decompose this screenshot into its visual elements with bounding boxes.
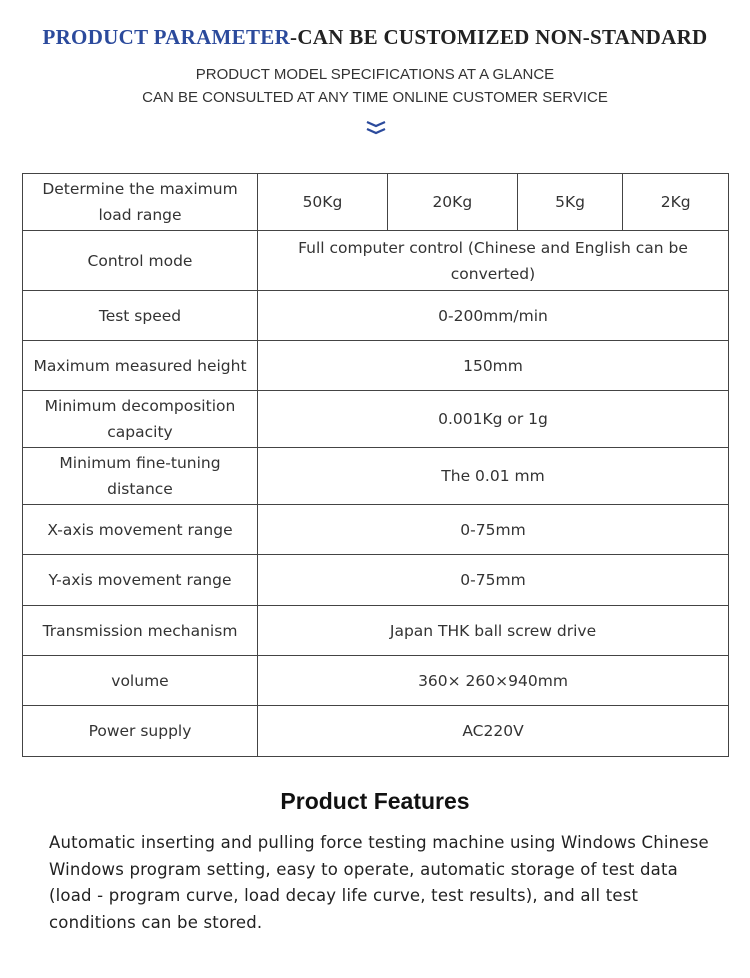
row-label: volume bbox=[23, 656, 258, 706]
row-label: Test speed bbox=[23, 291, 258, 341]
row-value: Japan THK ball screw drive bbox=[258, 606, 729, 656]
table-row bbox=[23, 448, 729, 505]
subtitle-line-2: CAN BE CONSULTED AT ANY TIME ONLINE CUSTOMER SERVICE bbox=[142, 89, 608, 106]
load-5kg: 5Kg bbox=[517, 174, 623, 231]
table-row bbox=[23, 291, 729, 341]
row-value: 0-75mm bbox=[258, 505, 729, 555]
row-value: 0.001Kg or 1g bbox=[258, 391, 729, 448]
table-row bbox=[23, 505, 729, 555]
table-row bbox=[23, 606, 729, 656]
row-label: Minimum decomposition capacity bbox=[23, 391, 258, 448]
row-label: X-axis movement range bbox=[23, 505, 258, 555]
features-heading: Product Features bbox=[280, 788, 470, 814]
row-value: 0-200mm/min bbox=[258, 291, 729, 341]
title-highlight: PRODUCT PARAMETER bbox=[42, 25, 291, 49]
row-label: Power supply bbox=[23, 706, 258, 757]
row-label: Maximum measured height bbox=[23, 341, 258, 391]
load-50kg: 50Kg bbox=[258, 174, 388, 231]
row-value: 0-75mm bbox=[258, 555, 729, 606]
table-row bbox=[23, 555, 729, 606]
table-row bbox=[23, 706, 729, 757]
table-row bbox=[23, 174, 729, 231]
spec-table bbox=[22, 173, 729, 757]
row-value: AC220V bbox=[258, 706, 729, 757]
row-label: Determine the maximum load range bbox=[23, 174, 258, 231]
row-value: The 0.01 mm bbox=[258, 448, 729, 505]
table-row bbox=[23, 391, 729, 448]
row-label: Transmission mechanism bbox=[23, 606, 258, 656]
table-row bbox=[23, 341, 729, 391]
row-label: Minimum fine-tuning distance bbox=[23, 448, 258, 505]
title-rest: -CAN BE CUSTOMIZED NON-STANDARD bbox=[290, 25, 708, 49]
row-value: Full computer control (Chinese and English can be converted) bbox=[258, 231, 729, 291]
load-20kg: 20Kg bbox=[387, 174, 517, 231]
row-value: 150mm bbox=[258, 341, 729, 391]
row-label: Control mode bbox=[23, 231, 258, 291]
table-row bbox=[23, 231, 729, 291]
subtitle-line-1: PRODUCT MODEL SPECIFICATIONS AT A GLANCE bbox=[195, 66, 555, 83]
double-chevron-down-icon bbox=[365, 118, 387, 138]
row-label: Y-axis movement range bbox=[23, 555, 258, 606]
page-title bbox=[0, 25, 750, 50]
load-2kg: 2Kg bbox=[623, 174, 729, 231]
features-text: Automatic inserting and pulling force testing machine using Windows Chinese Windows program setting, easy to operate, automatic storage of test data (load - program curve, load decay life curve, test results), and all test conditions can be stored. bbox=[49, 833, 709, 932]
table-row bbox=[23, 656, 729, 706]
row-value: 360× 260×940mm bbox=[258, 656, 729, 706]
